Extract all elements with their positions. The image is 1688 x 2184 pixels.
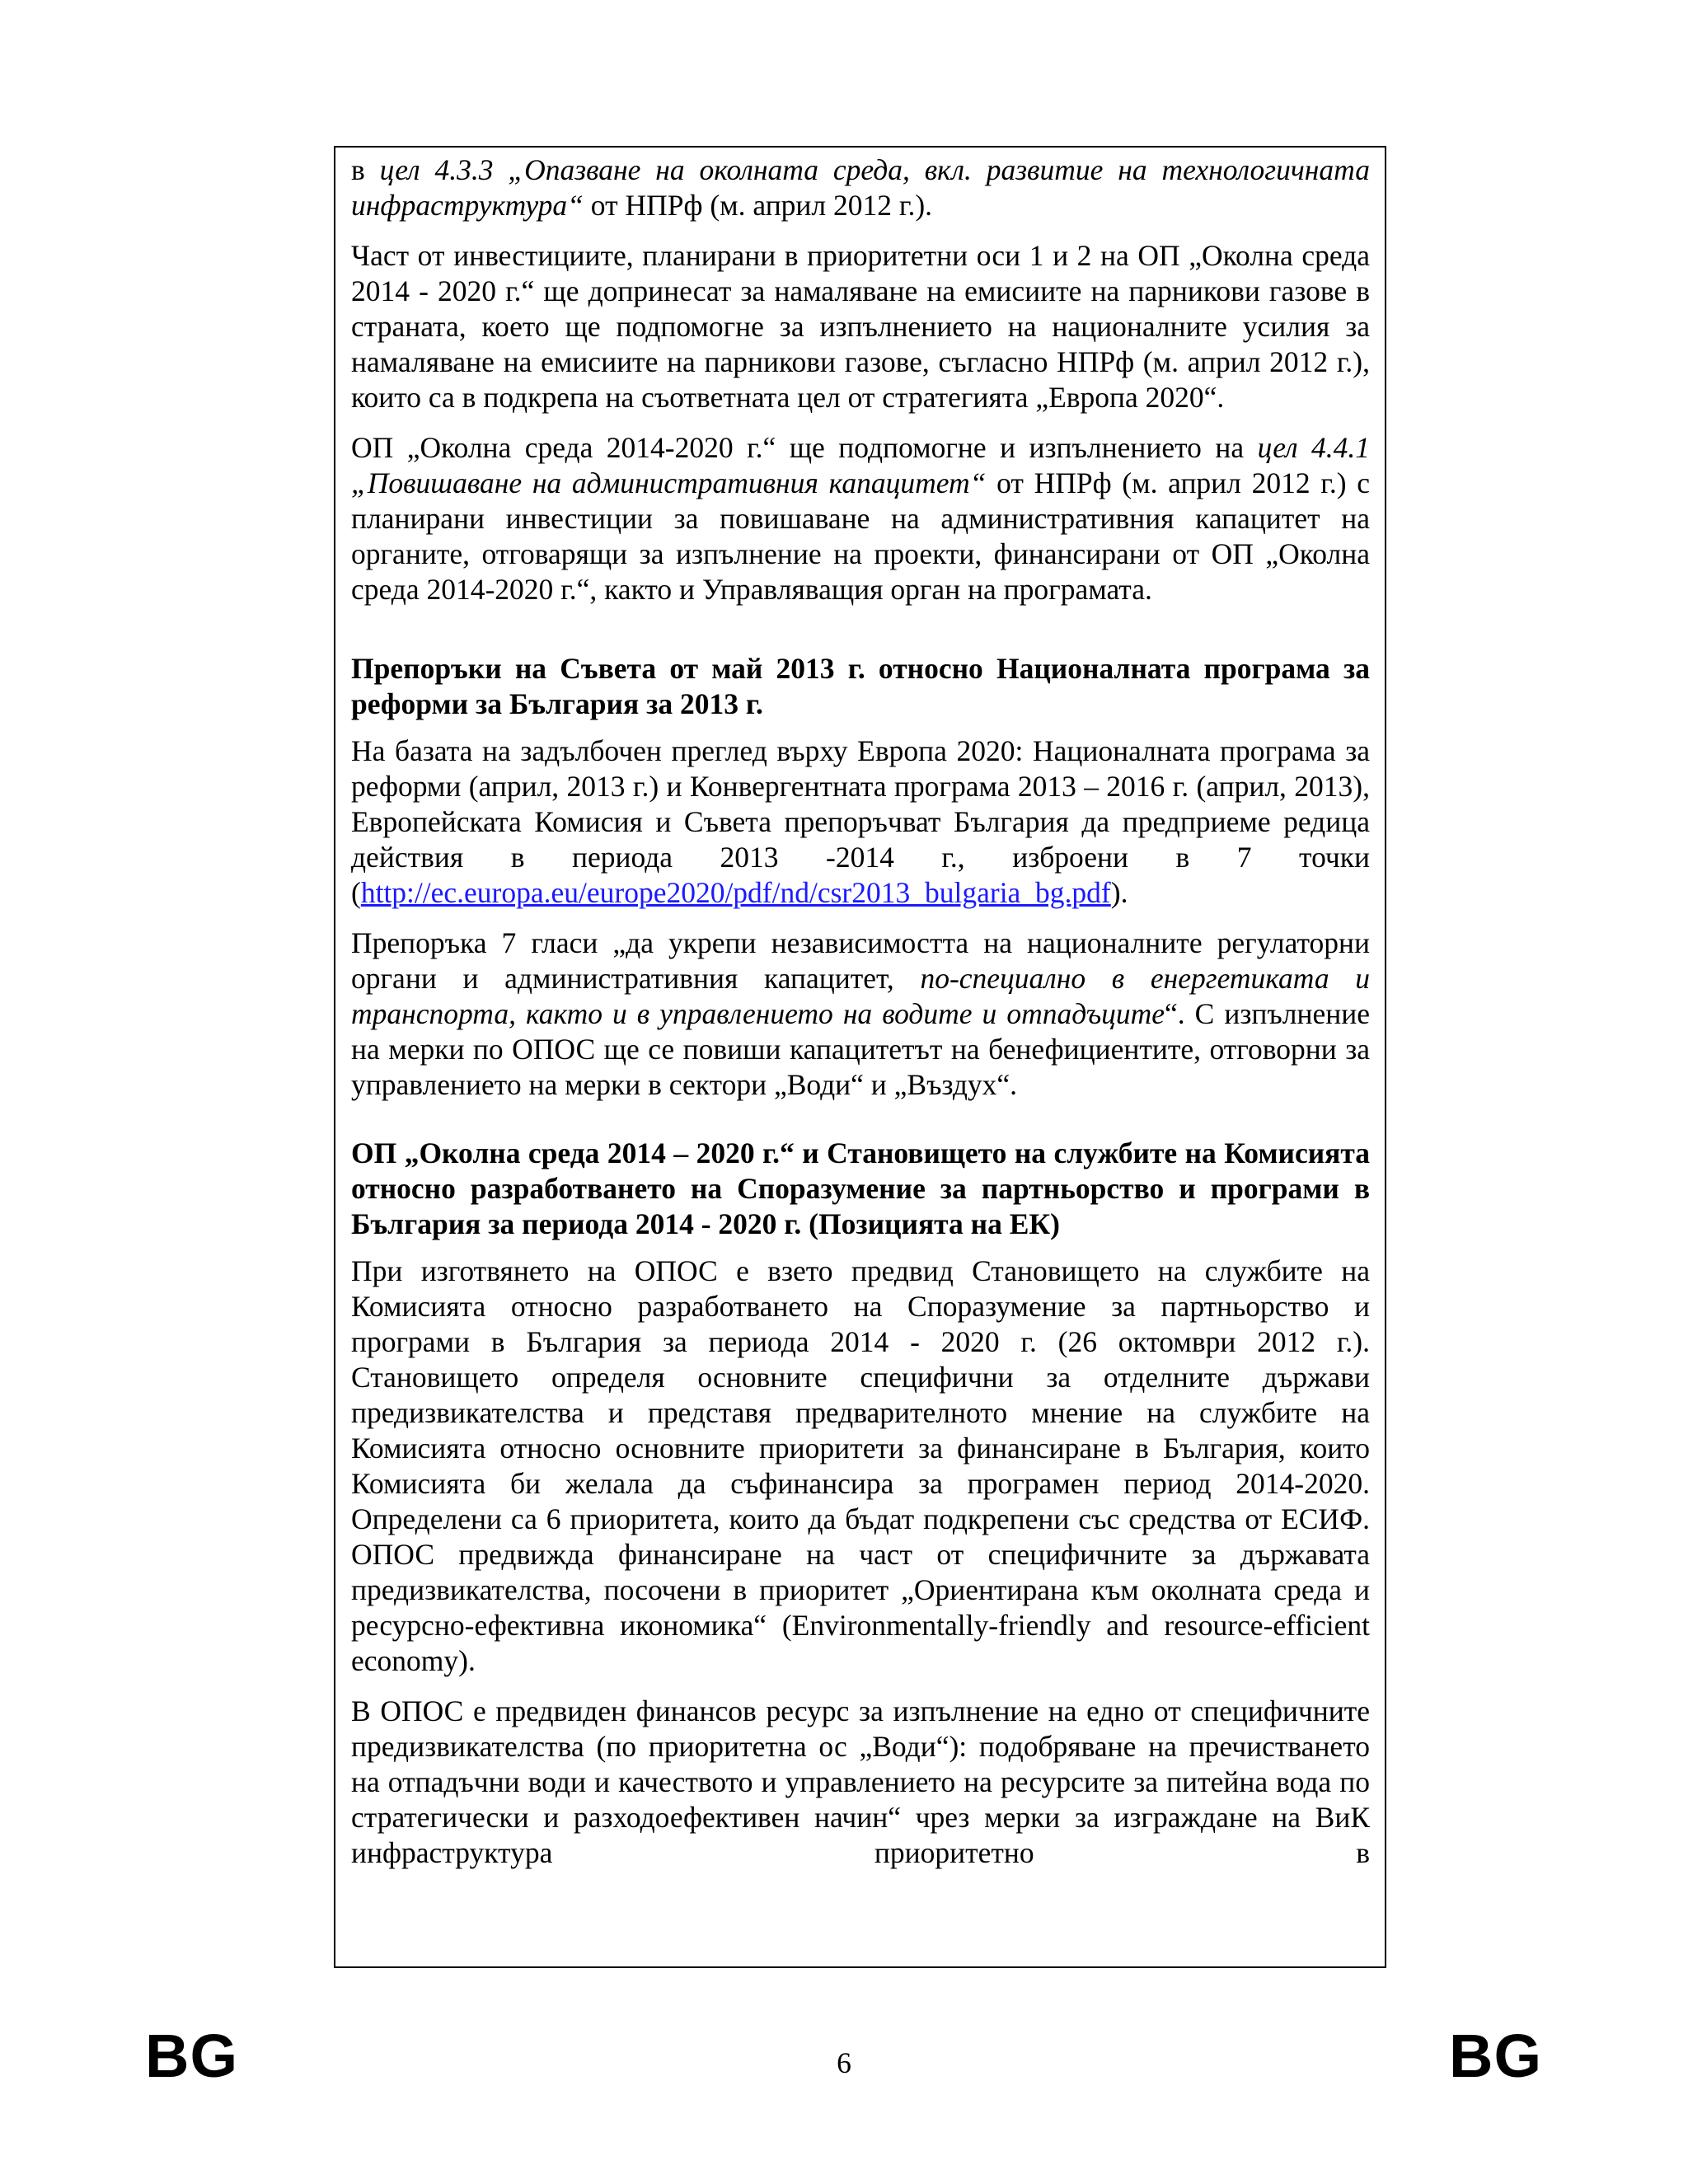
footer-language-tag-right: BG bbox=[1449, 2022, 1542, 2090]
paragraph-water-challenge: В ОПОС е предвиден финансов ресурс за изпълнение на едно от специфичните предизвикателства (по приоритетна ос „Води“): подобряване на пречистването на отпадъчни води и качеството и управлението на ресурсите за питейна вода по стратегически и разходоефективен начин“ чрез мерки за изграждане на ВиК инфраструктура приоритетно в bbox=[351, 1694, 1370, 1869]
italic-text-run: цел 4.3.3 „Опазване на околната среда, вкл. развитие на технологичната инфраструктура“ bbox=[351, 153, 1370, 222]
text-run: Препоръка 7 гласи „да укрепи независимостта на националните регулаторни органи и административния капацитет, bbox=[351, 926, 1370, 995]
paragraph-europe-2020-review bbox=[351, 733, 1370, 911]
text-run: На базата на задълбочен преглед върху Европа 2020: Националната програма за реформи (април, 2013 г.) и Конвергентната програма 2013 – 2016 г. (април, 2013), Европейската Комисия и Съвета препоръчват България да предприеме редица действия в периода 2013 -2014 г., изброени в 7 точки ( bbox=[351, 734, 1370, 909]
paragraph-commission-position: При изготвянето на ОПОС е взето предвид Становището на службите на Комисията относно разработването на Споразумение за партньорство и програми в България за периода 2014 - 2020 г. (26 октомври 2012 г.). Становището определя основните специфични за отделните държави предизвикателства и представя предварителното мнение на службите на Комисията относно основните приоритети за финансиране в България, които Комисията би желала да съфинансира за програмен период 2014-2020. Определени са 6 приоритета, които да бъдат подкрепени със средства от ЕСИФ. ОПОС предвижда финансиране на част от специфичните за държавата предизвикателства, посочени в приоритет „Ориентирана към околната среда и ресурсно-ефективна икономика“ (Environmentally-friendly and resource-efficient economy). bbox=[351, 1254, 1370, 1677]
italic-text-run: по-специално в енергетиката и транспорта, както и в управлението на водите и отпадъците bbox=[351, 962, 1371, 1030]
text-run: в bbox=[351, 153, 380, 186]
text-run: ОП „Околна среда 2014-2020 г.“ ще подпомогне и изпълнението на bbox=[351, 431, 1258, 464]
italic-text-run: цел 4.4.1 „Повишаване на административния капацитет“ bbox=[351, 431, 1370, 499]
paragraph-goal-4-3-3 bbox=[351, 152, 1370, 223]
footer-language-tag-left: BG bbox=[145, 2022, 238, 2090]
paragraph-recommendation-7 bbox=[351, 926, 1370, 1103]
text-run: ). bbox=[1110, 876, 1128, 909]
text-run: “. С изпълнение на мерки по ОПОС ще се повиши капацитетът на бенефициентите, отговорни за управлението на мерки в сектори „Води“ и „Въздух“. bbox=[351, 997, 1370, 1101]
text-run: от НПРф (м. април 2012 г.) с планирани инвестиции за повишаване на административния капацитет на органите, отговарящи за изпълнение на проекти, финансирани от ОП „Околна среда 2014-2020 г.“, както и Управляващия орган на програмата. bbox=[351, 466, 1370, 606]
csr2013-link[interactable]: http://ec.europa.eu/europe2020/pdf/nd/csr2013_bulgaria_bg.pdf bbox=[360, 876, 1111, 909]
section-heading-commission-position: ОП „Околна среда 2014 – 2020 г.“ и Становището на службите на Комисията относно разработването на Споразумение за партньорство и програми в България за периода 2014 - 2020 г. (Позицията на ЕК) bbox=[351, 1137, 1370, 1240]
section-heading-council-recommendations: Препоръки на Съвета от май 2013 г. относно Националната програма за реформи за България за 2013 г. bbox=[351, 652, 1370, 720]
paragraph-greenhouse-gases: Част от инвестициите, планирани в приоритетни оси 1 и 2 на ОП „Околна среда 2014 - 2020 г.“ ще допринесат за намаляване на емисиите на парникови газове в страната, което ще подпомогне за изпълнението на националните усилия за намаляване на емисиите на парникови газове, съгласно НПРф (м. април 2012 г.), които са в подкрепа на съответната цел от стратегията „Европа 2020“. bbox=[351, 239, 1370, 414]
page-number: 6 bbox=[837, 2046, 851, 2079]
content-frame bbox=[334, 146, 1386, 1968]
text-run: от НПРф (м. април 2012 г.). bbox=[583, 189, 933, 222]
paragraph-goal-4-4-1 bbox=[351, 430, 1370, 607]
